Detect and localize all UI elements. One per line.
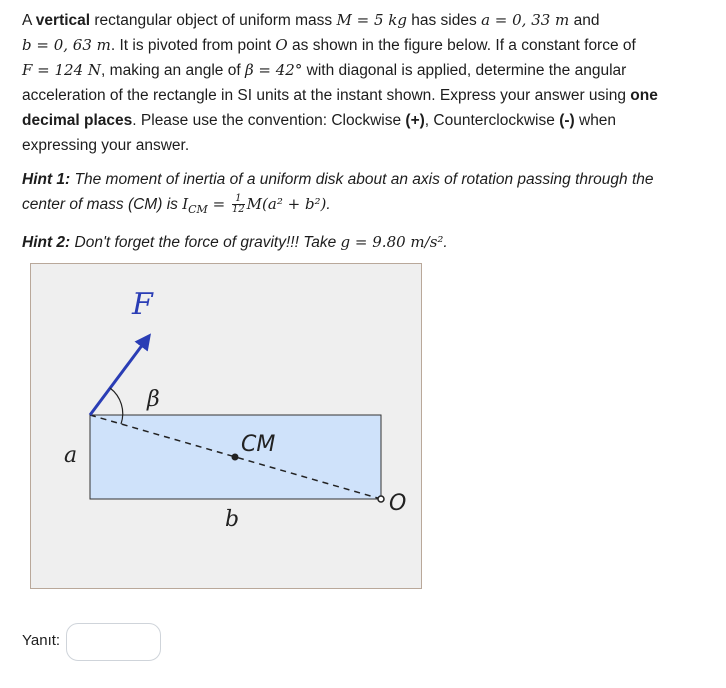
center-of-mass-dot bbox=[232, 454, 239, 461]
fraction-one-twelfth: $\frac{1}{12}$ bbox=[231, 193, 245, 216]
emphasis-counterclockwise: (-) bbox=[559, 112, 575, 129]
hint-1-title: Hint 1: bbox=[22, 171, 71, 188]
force-arrow bbox=[90, 336, 149, 415]
emphasis-clockwise: (+) bbox=[405, 112, 425, 129]
angle-value: β = 42° bbox=[244, 61, 303, 79]
pivot-label: O bbox=[389, 491, 407, 516]
beta-label: β bbox=[147, 387, 160, 412]
pivot-point-symbol: O bbox=[275, 36, 288, 54]
inertia-formula: M(a² + b²) bbox=[246, 195, 327, 213]
pivot-point bbox=[378, 496, 384, 502]
answer-label: Yanıt: bbox=[22, 632, 61, 649]
gravity-value: g = 9.80 m/s² bbox=[340, 233, 444, 252]
force-value: F = 124 N bbox=[22, 61, 102, 79]
question-paragraph: A vertical rectangular object of uniform mass M = 5 kg has sides a = 0, 33 m and b = 0, 63 m. It is pivoted from point O as shown in the figure below. If a constant force of F = 124 N, making an angle of β = 42° with diagonal is applied, determine the angular acceleration of the rectangle in SI units at the instant shown. Express your answer using one decimal places. Please use the convention: Clockwise (+), Counterclockwise (-) when expressing your answer. bbox=[22, 11, 658, 154]
inertia-symbol: I bbox=[182, 195, 189, 213]
force-label: F bbox=[132, 287, 153, 322]
problem-figure bbox=[30, 263, 422, 589]
answer-input[interactable] bbox=[66, 623, 161, 661]
question-text bbox=[22, 8, 682, 255]
emphasis-decimal: one decimal places bbox=[22, 87, 658, 129]
cm-label: CM bbox=[241, 432, 276, 457]
emphasis-vertical: vertical bbox=[35, 12, 91, 29]
side-b-value: b = 0, 63 m bbox=[22, 36, 111, 54]
side-b-label: b bbox=[225, 507, 240, 532]
hint-2-title: Hint 2: bbox=[22, 234, 71, 252]
hint-1: Hint 1: The moment of inertia of a uniform disk about an axis of rotation passing through the center of mass (CM) is $I_{CM}$ = $\frac{1}{12}$ M(a² + b²). bbox=[22, 171, 654, 217]
figure-diagram bbox=[31, 264, 423, 590]
side-a-value: a = 0, 33 m bbox=[481, 11, 570, 29]
side-a-label: a bbox=[64, 443, 78, 468]
hint-2: Hint 2: Don't forget the force of gravity!!! Take g = 9.80 m/s². bbox=[22, 233, 448, 252]
mass-value: M = 5 kg bbox=[336, 11, 407, 29]
